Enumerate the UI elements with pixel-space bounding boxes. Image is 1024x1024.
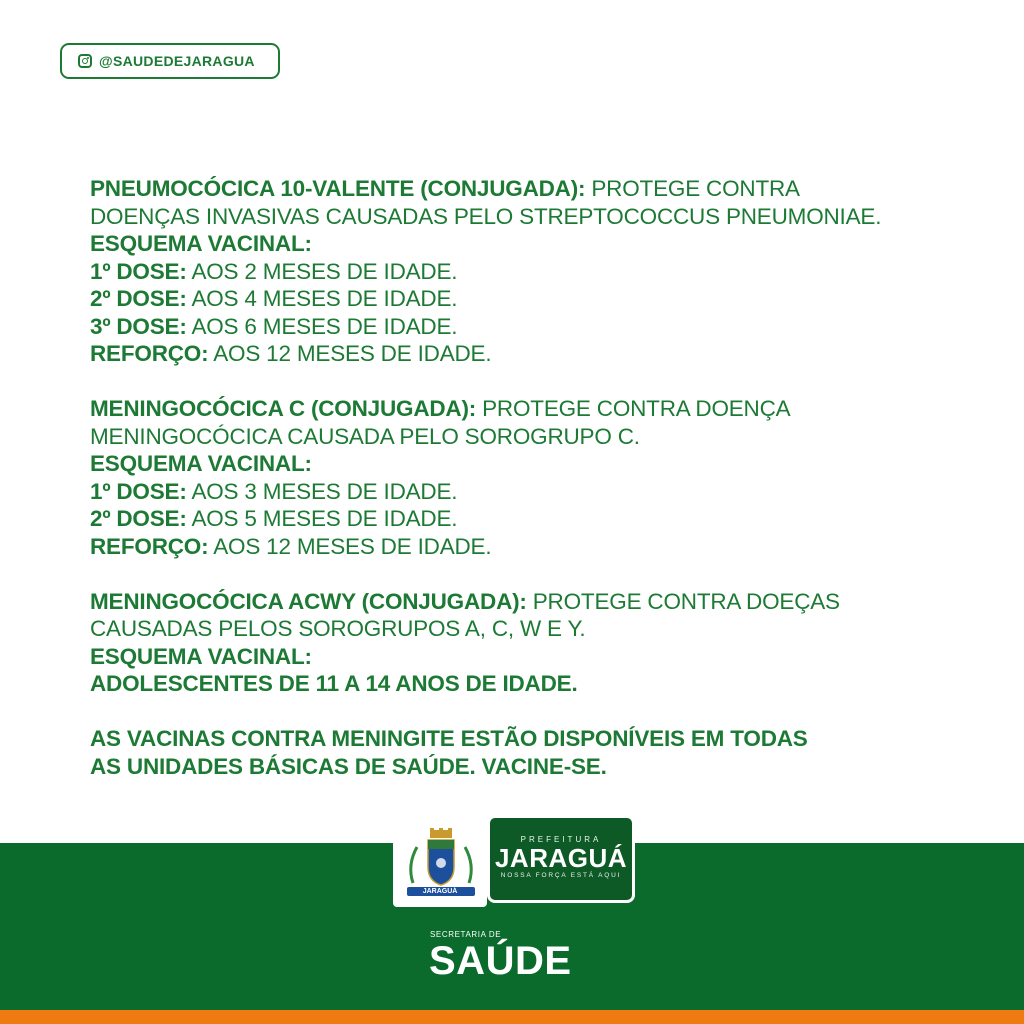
dose-label: REFORÇO: <box>90 341 209 366</box>
closing-line: AS VACINAS CONTRA MENINGITE ESTÃO DISPONÍVEIS EM TODAS <box>90 726 808 751</box>
vaccine-description: PROTEGE CONTRA DOEÇAS <box>526 588 840 614</box>
dose-text: AOS 12 MESES DE IDADE. <box>208 341 492 366</box>
vaccine-block-meningococica-acwy <box>90 588 970 698</box>
instagram-handle-badge[interactable] <box>60 43 280 79</box>
dose-line <box>90 533 970 561</box>
dose-text: AOS 6 MESES DE IDADE. <box>186 313 458 339</box>
prefeitura-label: PREFEITURA <box>520 835 602 844</box>
city-slogan: NOSSA FORÇA ESTÁ AQUI <box>500 872 622 879</box>
dose-label: 1º DOSE: <box>90 478 187 504</box>
dose-line <box>90 313 970 341</box>
vaccine-description: MENINGOCÓCICA CAUSADA PELO SOROGRUPO C. <box>90 423 640 449</box>
dose-label: 2º DOSE: <box>90 286 187 311</box>
dose-line <box>90 505 970 533</box>
schedule-text: ADOLESCENTES DE 11 A 14 ANOS DE IDADE. <box>90 671 578 696</box>
instagram-icon <box>78 54 92 68</box>
dose-label: REFORÇO: <box>90 533 209 559</box>
secretaria-label: SECRETARIA DE <box>430 930 502 939</box>
closing-message <box>90 725 970 780</box>
vaccine-title: MENINGOCÓCICA ACWY (CONJUGADA): <box>90 588 527 614</box>
vaccine-block-pneumococica <box>90 175 970 368</box>
dose-line <box>90 478 970 506</box>
instagram-handle-text: @SAUDEDEJARAGUA <box>99 53 255 69</box>
crest-ribbon-text: JARAGUÁ <box>422 888 458 895</box>
dose-line <box>90 285 970 313</box>
closing-line: AS UNIDADES BÁSICAS DE SAÚDE. VACINE-SE. <box>90 753 607 779</box>
vaccine-title: PNEUMOCÓCICA 10-VALENTE (CONJUGADA): <box>90 176 586 201</box>
dose-text: AOS 5 MESES DE IDADE. <box>186 506 458 531</box>
dose-label: 1º DOSE: <box>90 258 187 284</box>
brand-card <box>487 815 635 903</box>
prefeitura-logo <box>393 815 643 907</box>
vaccine-description: PROTEGE CONTRA DOENÇA <box>476 396 791 421</box>
dose-text: AOS 3 MESES DE IDADE. <box>186 478 458 504</box>
schedule-label: ESQUEMA VACINAL: <box>90 451 312 476</box>
schedule-label: ESQUEMA VACINAL: <box>90 231 312 256</box>
vaccine-info <box>90 175 970 780</box>
vaccine-block-meningococica-c <box>90 395 970 560</box>
vaccine-description: DOENÇAS INVASIVAS CAUSADAS PELO STREPTOCOCCUS PNEUMONIAE. <box>90 203 882 229</box>
crest-card <box>393 825 487 907</box>
dose-text: AOS 4 MESES DE IDADE. <box>186 286 458 311</box>
vaccine-description: PROTEGE CONTRA <box>585 176 800 201</box>
schedule-label: ESQUEMA VACINAL: <box>90 643 312 669</box>
vaccine-title: MENINGOCÓCICA C (CONJUGADA): <box>90 396 477 421</box>
city-name: JARAGUÁ <box>494 843 628 873</box>
dose-label: 2º DOSE: <box>90 506 187 531</box>
dose-text: AOS 2 MESES DE IDADE. <box>186 258 458 284</box>
department-name: SAÚDE <box>429 939 572 983</box>
vaccine-description: CAUSADAS PELOS SOROGRUPOS A, C, W E Y. <box>90 616 586 641</box>
footer-orange-band <box>0 1010 1024 1024</box>
dose-line <box>90 258 970 286</box>
dose-text: AOS 12 MESES DE IDADE. <box>208 533 492 559</box>
dose-line <box>90 340 970 368</box>
dose-label: 3º DOSE: <box>90 313 187 339</box>
